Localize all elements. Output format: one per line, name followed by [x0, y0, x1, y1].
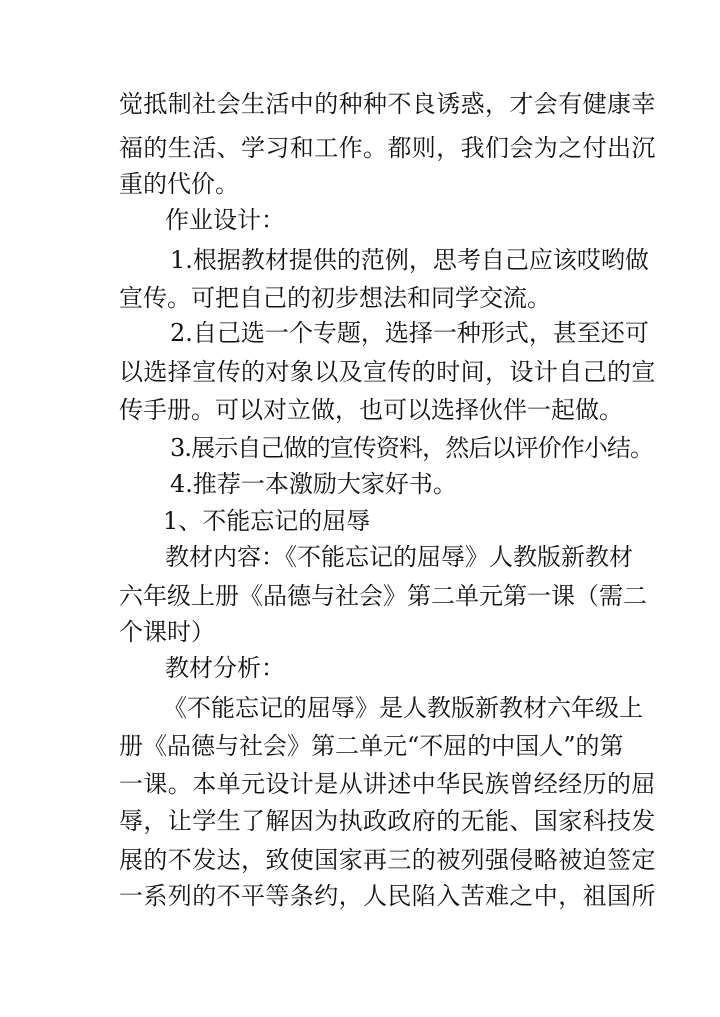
text-line: 教材内容：《不能忘记的屈辱》人教版新教材 — [165, 543, 633, 571]
section-heading: 1、不能忘记的屈辱 — [163, 507, 371, 535]
text-line: 一课。本单元设计是从讲述中华民族曾经经历的屈 — [119, 770, 656, 798]
text-line: 4.推荐一本激励大家好书。 — [170, 470, 457, 498]
text-line: 2.自己选一个专题，选择一种形式，甚至还可 — [170, 319, 649, 347]
text-line: 册《品德与社会》第二单元“不屈的中国人”的第 — [119, 732, 624, 760]
text-line: 1.根据教材提供的范例，思考自己应该哎哟做 — [170, 246, 649, 274]
text-line: 展的不发达，致使国家再三的被列强侵略被迫签定 — [119, 846, 656, 874]
text-line: 宣传。可把自己的初步想法和同学交流。 — [119, 284, 551, 312]
text-line: 传手册。可以对立做，也可以选择伙伴一起做。 — [119, 396, 623, 424]
text-line: 《不能忘记的屈辱》是人教版新教材六年级上 — [163, 694, 643, 722]
text-line: 辱，让学生了解因为执政政府的无能、国家科技发 — [119, 807, 656, 835]
text-line: 一系列的不平等条约，人民陷入苦难之中，祖国所 — [119, 882, 656, 910]
text-line: 六年级上册《品德与社会》第二单元第一课（需二 — [119, 582, 647, 610]
text-line: 福的生活、学习和工作。都则，我们会为之付出沉 — [119, 134, 656, 162]
section-heading: 作业设计： — [165, 206, 285, 234]
text-line: 重的代价。 — [119, 170, 239, 198]
text-line: 3.展示自己做的宣传资料，然后以评价作小结。 — [170, 434, 654, 462]
section-heading: 教材分析： — [165, 654, 285, 682]
text-line: 觉抵制社会生活中的种种不良诱惑，才会有健康幸 — [119, 90, 656, 118]
text-line: 以选择宣传的对象以及宣传的时间，设计自己的宣 — [119, 358, 656, 386]
text-line: 个课时） — [119, 618, 215, 646]
